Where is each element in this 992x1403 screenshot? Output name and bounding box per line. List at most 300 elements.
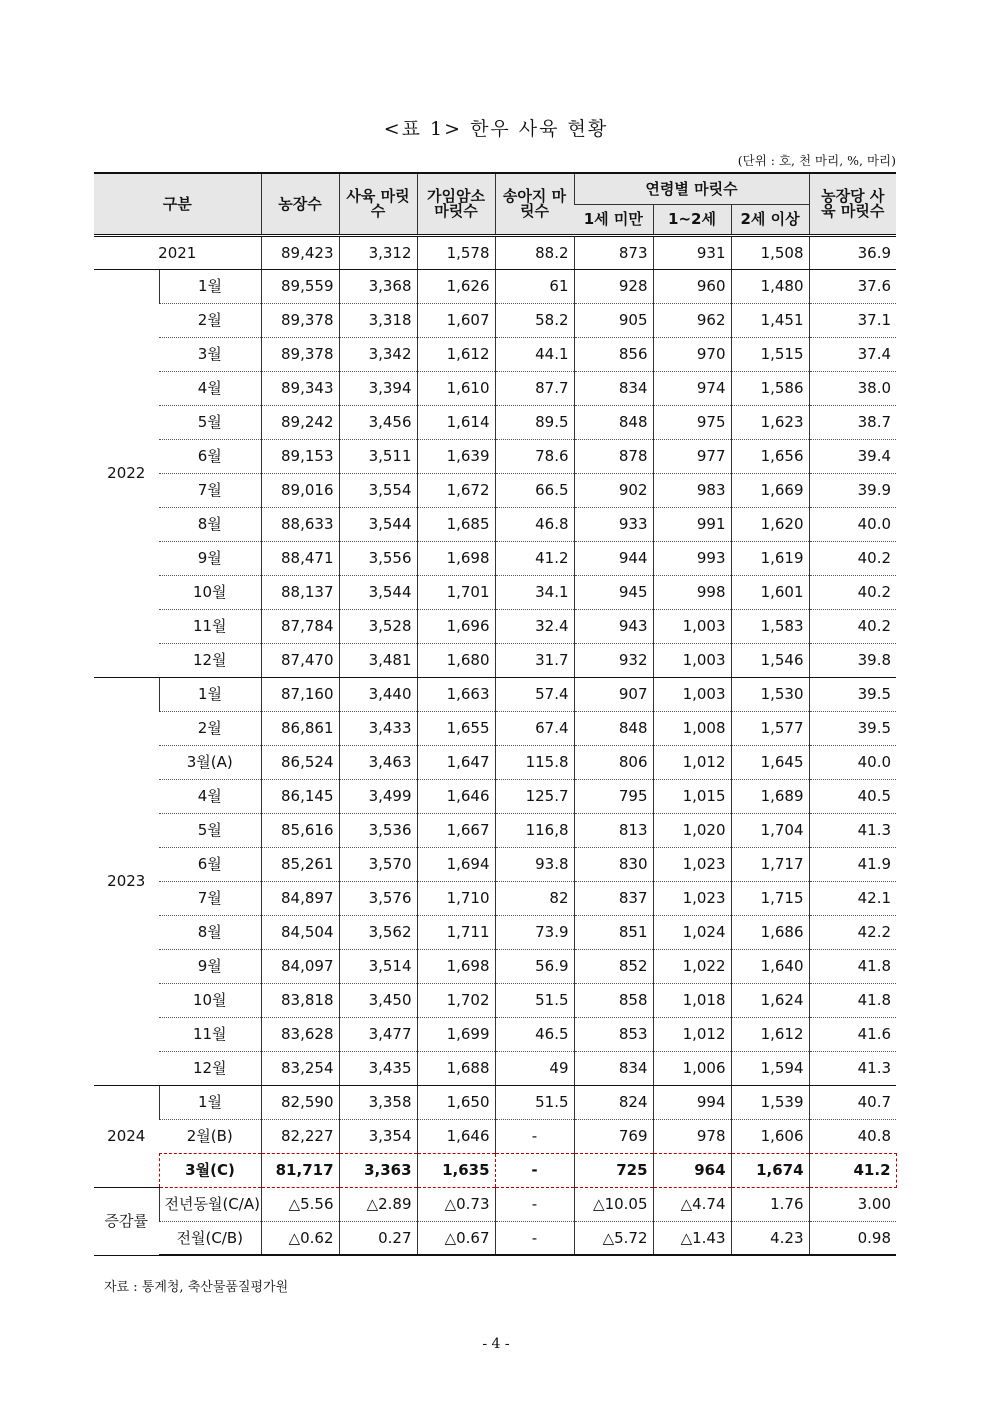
table-row	[94, 269, 896, 303]
year-label: 증감률	[94, 1187, 159, 1255]
cell-age-ge2: 1,619	[731, 541, 809, 575]
cell-calves: 116,8	[495, 813, 574, 847]
table-row	[94, 643, 896, 677]
cell-per-farm: 36.9	[809, 235, 896, 269]
row-label: 2월	[159, 711, 261, 745]
hanwoo-table	[94, 172, 897, 1256]
cell-farms: 89,559	[261, 269, 339, 303]
cell-breedable: 1,698	[417, 541, 495, 575]
cell-per-farm: 37.6	[809, 269, 896, 303]
cell-age-lt1: 834	[574, 1051, 653, 1085]
cell-age-1to2: 970	[653, 337, 731, 371]
cell-breedable: 1,698	[417, 949, 495, 983]
table-row	[94, 1085, 896, 1119]
cell-age-ge2: 1,583	[731, 609, 809, 643]
cell-age-1to2: 1,023	[653, 881, 731, 915]
cell-age-lt1: 852	[574, 949, 653, 983]
row-label: 6월	[159, 439, 261, 473]
cell-breedable: 1,711	[417, 915, 495, 949]
cell-head: 3,536	[339, 813, 417, 847]
cell-calves: -	[495, 1119, 574, 1153]
cell-farms: 86,861	[261, 711, 339, 745]
cell-breedable: 1,688	[417, 1051, 495, 1085]
cell-age-1to2: △4.74	[653, 1187, 731, 1221]
cell-age-ge2: 1,515	[731, 337, 809, 371]
cell-age-ge2: 1,586	[731, 371, 809, 405]
cell-age-lt1: 943	[574, 609, 653, 643]
row-label: 전월(C/B)	[159, 1221, 261, 1255]
cell-age-lt1: 806	[574, 745, 653, 779]
cell-age-lt1: 830	[574, 847, 653, 881]
cell-calves: 87.7	[495, 371, 574, 405]
cell-head: 3,511	[339, 439, 417, 473]
monthly-rows	[94, 269, 896, 1255]
cell-breedable: 1,696	[417, 609, 495, 643]
cell-age-ge2: 1,530	[731, 677, 809, 711]
cell-breedable: 1,635	[417, 1153, 495, 1187]
table-row	[94, 575, 896, 609]
header-head: 사육 마릿수	[339, 173, 417, 235]
row-label: 전년동월(C/A)	[159, 1187, 261, 1221]
cell-age-1to2: 931	[653, 235, 731, 269]
cell-per-farm: 41.2	[809, 1153, 896, 1187]
cell-age-1to2: 1,006	[653, 1051, 731, 1085]
cell-breedable: 1,685	[417, 507, 495, 541]
cell-head: 3,440	[339, 677, 417, 711]
cell-per-farm: 41.3	[809, 1051, 896, 1085]
cell-farms: 87,784	[261, 609, 339, 643]
cell-farms: 88,633	[261, 507, 339, 541]
unit-note: (단위 : 호, 천 마리, %, 마리)	[737, 153, 896, 168]
cell-per-farm: 40.2	[809, 575, 896, 609]
cell-head: 3,342	[339, 337, 417, 371]
cell-per-farm: 41.3	[809, 813, 896, 847]
cell-age-ge2: 1,577	[731, 711, 809, 745]
row-label: 7월	[159, 881, 261, 915]
cell-calves: 125.7	[495, 779, 574, 813]
cell-age-lt1: 933	[574, 507, 653, 541]
cell-calves: 61	[495, 269, 574, 303]
cell-age-lt1: 848	[574, 405, 653, 439]
header-farms: 농장수	[261, 173, 339, 235]
cell-head: 3,312	[339, 235, 417, 269]
cell-farms: 89,378	[261, 337, 339, 371]
cell-age-1to2: 993	[653, 541, 731, 575]
table-row	[94, 745, 896, 779]
cell-head: 3,481	[339, 643, 417, 677]
row-label: 10월	[159, 575, 261, 609]
cell-farms: 86,145	[261, 779, 339, 813]
cell-age-lt1: 945	[574, 575, 653, 609]
cell-per-farm: 41.8	[809, 983, 896, 1017]
cell-age-ge2: 1,645	[731, 745, 809, 779]
cell-age-1to2: 974	[653, 371, 731, 405]
cell-calves: 51.5	[495, 983, 574, 1017]
cell-age-lt1: 907	[574, 677, 653, 711]
cell-age-1to2: 1,008	[653, 711, 731, 745]
table-row	[94, 371, 896, 405]
cell-per-farm: 39.5	[809, 711, 896, 745]
row-label: 3월(A)	[159, 745, 261, 779]
cell-head: 3,576	[339, 881, 417, 915]
cell-per-farm: 37.4	[809, 337, 896, 371]
row-label: 5월	[159, 405, 261, 439]
cell-breedable: 1,610	[417, 371, 495, 405]
cell-head: 3,394	[339, 371, 417, 405]
cell-age-lt1: △10.05	[574, 1187, 653, 1221]
table-row	[94, 881, 896, 915]
cell-age-1to2: 1,015	[653, 779, 731, 813]
cell-calves: 67.4	[495, 711, 574, 745]
cell-breedable: 1,639	[417, 439, 495, 473]
cell-age-1to2: △1.43	[653, 1221, 731, 1255]
cell-calves: 89.5	[495, 405, 574, 439]
cell-farms: 82,590	[261, 1085, 339, 1119]
cell-head: 3,435	[339, 1051, 417, 1085]
cell-farms: 88,471	[261, 541, 339, 575]
cell-per-farm: 39.9	[809, 473, 896, 507]
year-label: 2022	[94, 269, 159, 677]
cell-breedable: 1,646	[417, 1119, 495, 1153]
cell-per-farm: 39.5	[809, 677, 896, 711]
cell-head: 3,368	[339, 269, 417, 303]
row-label: 12월	[159, 1051, 261, 1085]
table-row	[94, 235, 896, 269]
cell-calves: -	[495, 1221, 574, 1255]
header-age-ge2: 2세 이상	[731, 204, 809, 235]
table-row	[94, 1017, 896, 1051]
header-per-farm: 농장당 사육 마릿수	[809, 173, 896, 235]
cell-age-lt1: 944	[574, 541, 653, 575]
cell-age-ge2: 1,656	[731, 439, 809, 473]
cell-age-1to2: 962	[653, 303, 731, 337]
cell-age-lt1: 769	[574, 1119, 653, 1153]
cell-farms: 86,524	[261, 745, 339, 779]
cell-age-1to2: 977	[653, 439, 731, 473]
cell-breedable: 1,614	[417, 405, 495, 439]
row-label: 9월	[159, 541, 261, 575]
row-label: 10월	[159, 983, 261, 1017]
row-label: 2월(B)	[159, 1119, 261, 1153]
row-label: 4월	[159, 371, 261, 405]
cell-per-farm: 41.8	[809, 949, 896, 983]
cell-head: 3,354	[339, 1119, 417, 1153]
cell-age-ge2: 1,601	[731, 575, 809, 609]
cell-calves: 32.4	[495, 609, 574, 643]
row-label: 9월	[159, 949, 261, 983]
cell-age-1to2: 1,003	[653, 643, 731, 677]
cell-per-farm: 41.6	[809, 1017, 896, 1051]
cell-age-ge2: 1,689	[731, 779, 809, 813]
cell-calves: 41.2	[495, 541, 574, 575]
cell-per-farm: 37.1	[809, 303, 896, 337]
cell-per-farm: 40.0	[809, 745, 896, 779]
cell-calves: 115.8	[495, 745, 574, 779]
cell-head: 3,544	[339, 507, 417, 541]
cell-age-1to2: 1,023	[653, 847, 731, 881]
cell-age-ge2: 1,686	[731, 915, 809, 949]
cell-farms: 89,343	[261, 371, 339, 405]
cell-farms: 87,160	[261, 677, 339, 711]
cell-calves: 46.5	[495, 1017, 574, 1051]
row-label: 1월	[159, 269, 261, 303]
cell-calves: 93.8	[495, 847, 574, 881]
table-row	[94, 711, 896, 745]
cell-breedable: 1,702	[417, 983, 495, 1017]
table-row	[94, 983, 896, 1017]
cell-calves: -	[495, 1187, 574, 1221]
cell-calves: 57.4	[495, 677, 574, 711]
cell-farms: 83,628	[261, 1017, 339, 1051]
cell-breedable: 1,680	[417, 643, 495, 677]
table-row	[94, 473, 896, 507]
cell-calves: 56.9	[495, 949, 574, 983]
cell-calves: 82	[495, 881, 574, 915]
cell-breedable: △0.67	[417, 1221, 495, 1255]
cell-age-ge2: 1,612	[731, 1017, 809, 1051]
cell-age-lt1: 795	[574, 779, 653, 813]
table-row	[94, 1221, 896, 1255]
cell-farms: 89,242	[261, 405, 339, 439]
cell-per-farm: 40.5	[809, 779, 896, 813]
row-label: 3월	[159, 337, 261, 371]
cell-age-1to2: 978	[653, 1119, 731, 1153]
cell-age-1to2: 1,022	[653, 949, 731, 983]
table-row	[94, 1153, 896, 1187]
cell-age-lt1: 848	[574, 711, 653, 745]
cell-per-farm: 39.8	[809, 643, 896, 677]
cell-age-ge2: 1,640	[731, 949, 809, 983]
cell-breedable: 1,647	[417, 745, 495, 779]
row-label: 11월	[159, 609, 261, 643]
cell-per-farm: 42.1	[809, 881, 896, 915]
cell-calves: 51.5	[495, 1085, 574, 1119]
cell-breedable: 1,578	[417, 235, 495, 269]
cell-breedable: 1,701	[417, 575, 495, 609]
cell-age-1to2: 960	[653, 269, 731, 303]
year-label: 2023	[94, 677, 159, 1085]
cell-farms: 83,254	[261, 1051, 339, 1085]
cell-age-1to2: 1,012	[653, 1017, 731, 1051]
cell-head: 3,554	[339, 473, 417, 507]
cell-farms: △5.56	[261, 1187, 339, 1221]
table-row	[94, 507, 896, 541]
cell-head: 3,477	[339, 1017, 417, 1051]
cell-age-lt1: 858	[574, 983, 653, 1017]
cell-breedable: 1,672	[417, 473, 495, 507]
row-2021-body	[94, 235, 896, 269]
cell-age-lt1: 837	[574, 881, 653, 915]
cell-calves: 31.7	[495, 643, 574, 677]
cell-breedable: 1,663	[417, 677, 495, 711]
table-row	[94, 813, 896, 847]
header-by-age: 연령별 마릿수	[574, 173, 809, 204]
table-row	[94, 1187, 896, 1221]
page-number: - 4 -	[482, 1336, 510, 1352]
cell-head: 3,450	[339, 983, 417, 1017]
cell-age-ge2: 1,674	[731, 1153, 809, 1187]
cell-breedable: 1,612	[417, 337, 495, 371]
cell-calves: 66.5	[495, 473, 574, 507]
cell-age-lt1: 824	[574, 1085, 653, 1119]
cell-age-1to2: 1,012	[653, 745, 731, 779]
table-row	[94, 541, 896, 575]
header-age-1to2: 1~2세	[653, 204, 731, 235]
cell-farms: 89,153	[261, 439, 339, 473]
table-row	[94, 337, 896, 371]
row-label: 12월	[159, 643, 261, 677]
cell-age-1to2: 1,020	[653, 813, 731, 847]
cell-head: 3,363	[339, 1153, 417, 1187]
cell-breedable: 1,694	[417, 847, 495, 881]
cell-head: 3,499	[339, 779, 417, 813]
cell-breedable: 1,646	[417, 779, 495, 813]
cell-breedable: 1,699	[417, 1017, 495, 1051]
table-title: <표 1> 한우 사육 현황	[383, 118, 609, 140]
cell-breedable: 1,710	[417, 881, 495, 915]
cell-age-ge2: 1,480	[731, 269, 809, 303]
cell-age-1to2: 991	[653, 507, 731, 541]
cell-farms: 84,504	[261, 915, 339, 949]
cell-breedable: 1,667	[417, 813, 495, 847]
cell-head: 0.27	[339, 1221, 417, 1255]
cell-age-ge2: 1,594	[731, 1051, 809, 1085]
cell-per-farm: 0.98	[809, 1221, 896, 1255]
cell-age-lt1: 928	[574, 269, 653, 303]
cell-calves: 78.6	[495, 439, 574, 473]
cell-age-ge2: 4.23	[731, 1221, 809, 1255]
header-category: 구분	[94, 173, 261, 235]
cell-head: 3,514	[339, 949, 417, 983]
cell-age-lt1: 834	[574, 371, 653, 405]
cell-age-lt1: 932	[574, 643, 653, 677]
cell-head: 3,463	[339, 745, 417, 779]
table-row	[94, 949, 896, 983]
cell-age-lt1: 813	[574, 813, 653, 847]
cell-head: 3,556	[339, 541, 417, 575]
row-label: 6월	[159, 847, 261, 881]
row-label: 7월	[159, 473, 261, 507]
cell-head: 3,570	[339, 847, 417, 881]
cell-per-farm: 40.8	[809, 1119, 896, 1153]
cell-per-farm: 40.0	[809, 507, 896, 541]
row-label: 8월	[159, 915, 261, 949]
row-label: 3월(C)	[159, 1153, 261, 1187]
cell-calves: 73.9	[495, 915, 574, 949]
header-calves: 송아지 마릿수	[495, 173, 574, 235]
cell-head: 3,318	[339, 303, 417, 337]
cell-age-1to2: 964	[653, 1153, 731, 1187]
cell-per-farm: 39.4	[809, 439, 896, 473]
cell-age-ge2: 1,546	[731, 643, 809, 677]
table-row	[94, 915, 896, 949]
cell-breedable: 1,650	[417, 1085, 495, 1119]
cell-per-farm: 41.9	[809, 847, 896, 881]
cell-calves: -	[495, 1153, 574, 1187]
cell-age-lt1: 902	[574, 473, 653, 507]
cell-age-1to2: 1,003	[653, 677, 731, 711]
table-row	[94, 1051, 896, 1085]
table-row	[94, 609, 896, 643]
cell-farms: 87,470	[261, 643, 339, 677]
cell-age-ge2: 1,620	[731, 507, 809, 541]
cell-calves: 44.1	[495, 337, 574, 371]
cell-breedable: 1,655	[417, 711, 495, 745]
cell-age-1to2: 1,024	[653, 915, 731, 949]
table-row	[94, 405, 896, 439]
table-row	[94, 1119, 896, 1153]
row-label: 4월	[159, 779, 261, 813]
row-label: 11월	[159, 1017, 261, 1051]
cell-breedable: △0.73	[417, 1187, 495, 1221]
cell-farms: 83,818	[261, 983, 339, 1017]
table-row	[94, 847, 896, 881]
cell-age-ge2: 1,624	[731, 983, 809, 1017]
table-row	[94, 439, 896, 473]
cell-age-ge2: 1,451	[731, 303, 809, 337]
year-label: 2024	[94, 1085, 159, 1187]
cell-age-ge2: 1,717	[731, 847, 809, 881]
cell-age-1to2: 994	[653, 1085, 731, 1119]
cell-per-farm: 38.0	[809, 371, 896, 405]
cell-farms: 89,423	[261, 235, 339, 269]
cell-age-lt1: △5.72	[574, 1221, 653, 1255]
cell-farms: 82,227	[261, 1119, 339, 1153]
cell-age-1to2: 998	[653, 575, 731, 609]
cell-age-lt1: 905	[574, 303, 653, 337]
cell-per-farm: 40.7	[809, 1085, 896, 1119]
cell-age-ge2: 1,715	[731, 881, 809, 915]
cell-age-lt1: 856	[574, 337, 653, 371]
cell-calves: 88.2	[495, 235, 574, 269]
cell-farms: 89,378	[261, 303, 339, 337]
cell-breedable: 1,626	[417, 269, 495, 303]
cell-age-1to2: 975	[653, 405, 731, 439]
cell-age-ge2: 1,704	[731, 813, 809, 847]
cell-farms: 81,717	[261, 1153, 339, 1187]
header-breedable: 가임암소 마릿수	[417, 173, 495, 235]
cell-age-ge2: 1,539	[731, 1085, 809, 1119]
cell-age-ge2: 1,623	[731, 405, 809, 439]
cell-age-lt1: 851	[574, 915, 653, 949]
cell-age-ge2: 1.76	[731, 1187, 809, 1221]
row-label: 5월	[159, 813, 261, 847]
cell-per-farm: 3.00	[809, 1187, 896, 1221]
cell-age-1to2: 983	[653, 473, 731, 507]
cell-head: 3,433	[339, 711, 417, 745]
cell-head: 3,562	[339, 915, 417, 949]
row-label: 8월	[159, 507, 261, 541]
cell-per-farm: 40.2	[809, 609, 896, 643]
cell-farms: 89,016	[261, 473, 339, 507]
cell-head: 3,528	[339, 609, 417, 643]
cell-farms: 88,137	[261, 575, 339, 609]
table-row	[94, 677, 896, 711]
cell-farms: 85,616	[261, 813, 339, 847]
row-label: 2021	[94, 235, 261, 269]
cell-age-1to2: 1,003	[653, 609, 731, 643]
row-label: 2월	[159, 303, 261, 337]
cell-per-farm: 42.2	[809, 915, 896, 949]
cell-calves: 34.1	[495, 575, 574, 609]
cell-per-farm: 38.7	[809, 405, 896, 439]
cell-age-lt1: 873	[574, 235, 653, 269]
cell-age-1to2: 1,018	[653, 983, 731, 1017]
row-label: 1월	[159, 1085, 261, 1119]
cell-calves: 49	[495, 1051, 574, 1085]
cell-farms: △0.62	[261, 1221, 339, 1255]
table-row	[94, 779, 896, 813]
